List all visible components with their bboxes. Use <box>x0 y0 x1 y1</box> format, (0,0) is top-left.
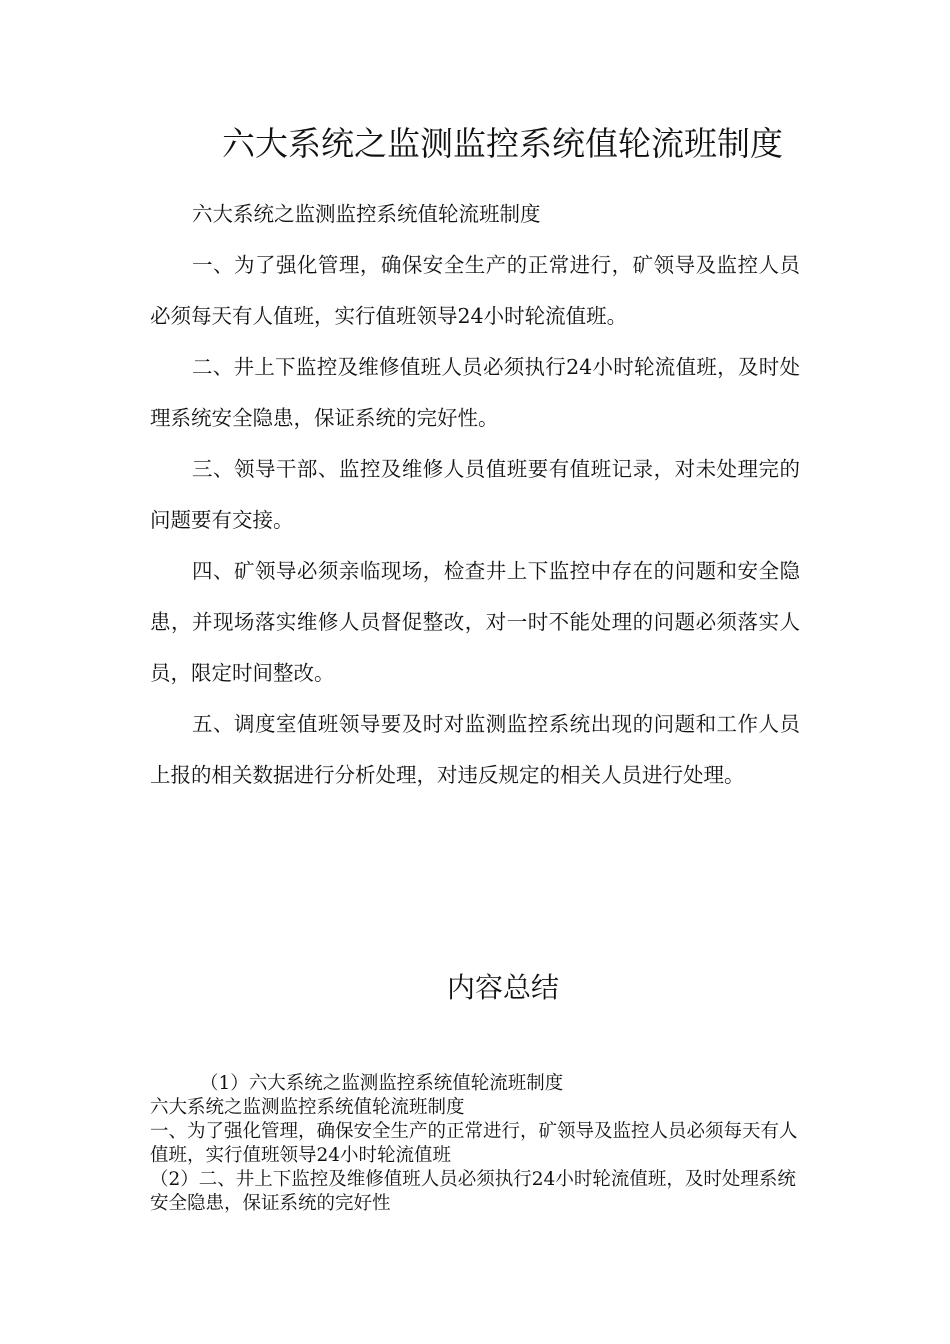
paragraph-item-4: 四、矿领导必须亲临现场，检查井上下监控中存在的问题和安全隐患，并现场落实维修人员督促整改，对一时不能处理的问题必须落实人员，限定时间整改。 <box>150 559 800 685</box>
paragraph-subtitle: 六大系统之监测监控系统值轮流班制度 <box>192 202 541 226</box>
paragraph-item-1: 一、为了强化管理，确保安全生产的正常进行，矿领导及监控人员必须每天有人值班，实行值班领导24小时轮流值班。 <box>150 253 800 328</box>
paragraph-item-2: 二、井上下监控及维修值班人员必须执行24小时轮流值班，及时处理系统安全隐患，保证系统的完好性。 <box>150 355 800 430</box>
summary-line-1: （1）六大系统之监测监控系统值轮流班制度 <box>200 1073 564 1094</box>
summary-heading: 内容总结 <box>446 971 559 1004</box>
paragraph-item-3: 三、领导干部、监控及维修人员值班要有值班记录，对未处理完的问题要有交接。 <box>150 457 800 532</box>
summary-line-4: （2）二、井上下监控及维修值班人员必须执行24小时轮流值班，及时处理系统安全隐患，保证系统的完好性 <box>150 1169 796 1214</box>
summary-line-3: 一、为了强化管理，确保安全生产的正常进行，矿领导及监控人员必须每天有人值班，实行值班领导24小时轮流值班 <box>150 1121 798 1166</box>
document-body <box>150 189 800 801</box>
summary-line-2: 六大系统之监测监控系统值轮流班制度 <box>150 1097 465 1118</box>
paragraph-item-5: 五、调度室值班领导要及时对监测监控系统出现的问题和工作人员上报的相关数据进行分析处理，对违反规定的相关人员进行处理。 <box>150 712 800 787</box>
summary-body <box>150 1072 802 1216</box>
document-title: 六大系统之监测监控系统值轮流班制度 <box>222 124 783 163</box>
